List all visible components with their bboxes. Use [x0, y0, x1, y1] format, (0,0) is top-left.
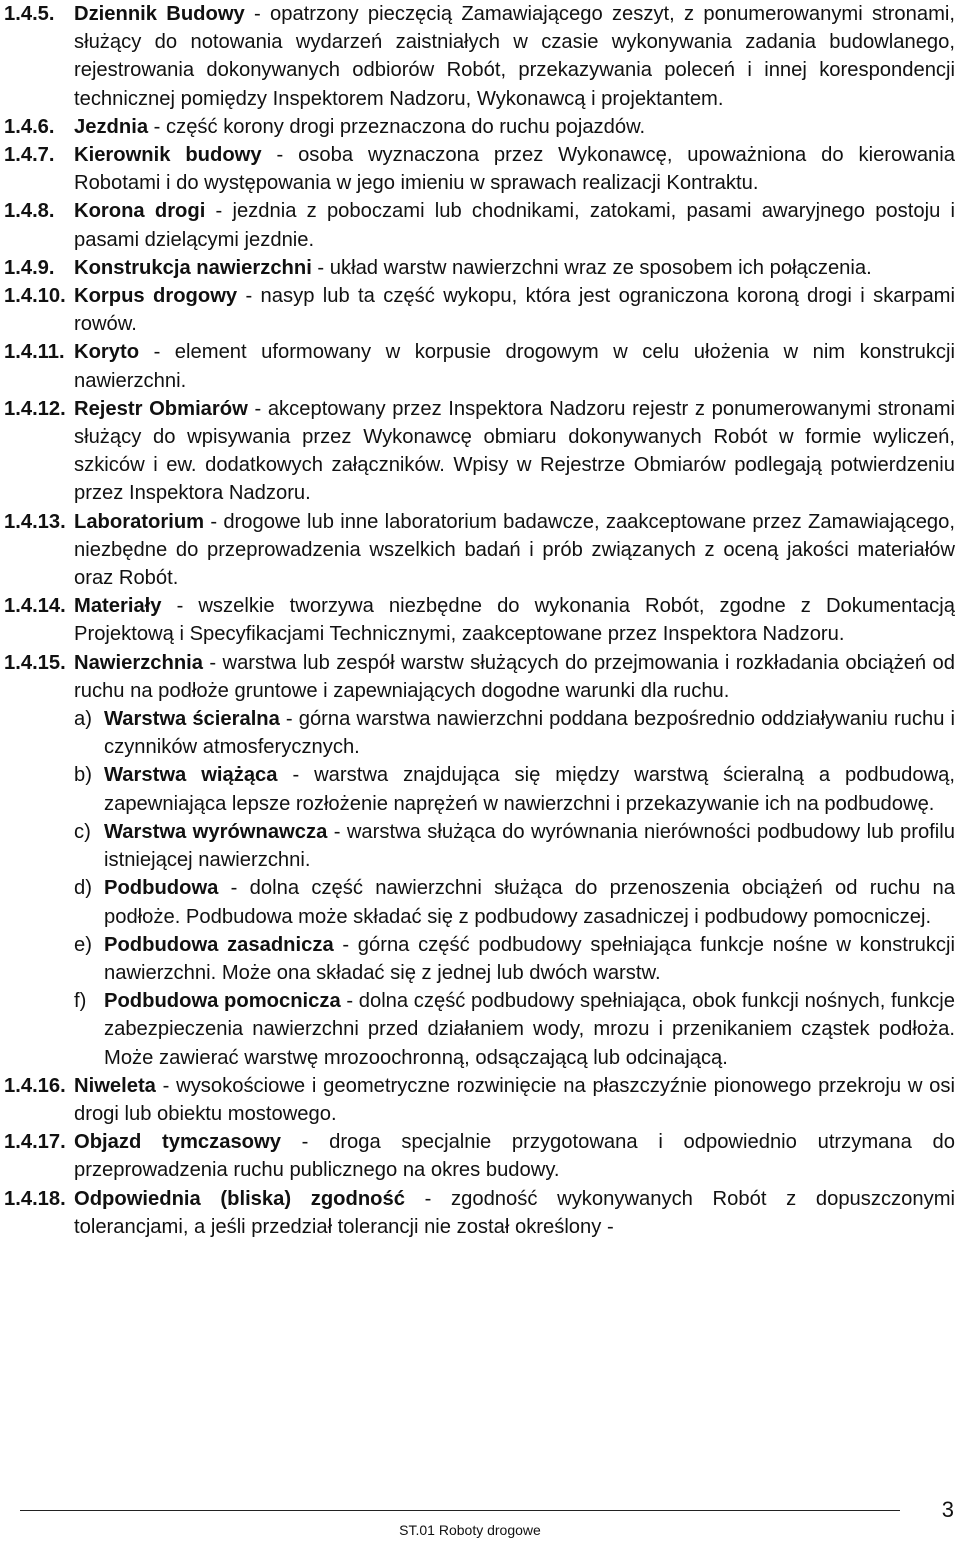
list-text: - górna warstwa nawierzchni poddana bezpośrednio oddziaływaniu ruchu i czynników atmosferycznych. [104, 708, 955, 759]
definition-item [4, 592, 955, 648]
definition-number: 1.4.18. [4, 1187, 66, 1210]
definition-item [4, 1185, 955, 1241]
footer-divider [20, 1510, 900, 1511]
list-text: - warstwa służąca do wyrównania nierówności podbudowy lub profilu istniejącej nawierzchni. [104, 820, 955, 872]
definition-term: Dziennik Budowy [74, 3, 245, 25]
list-marker: e) [74, 933, 92, 956]
definition-text: - akceptowany przez Inspektora Nadzoru rejestr z ponumerowanymi stronami służący do wpisywania przez Wykonawcę obmiaru dokonywanych Robót w formie wyliczeń, szkiców i ew. dodatkowych załączników. Wpisy w Rejestrze Obmiarów podlegają potwierdzeniu przez Inspektora Nadzoru. [74, 397, 955, 505]
definition-text: - osoba wyznaczona przez Wykonawcę, upoważniona do kierowania Robotami i do występowania w jego imieniu w sprawach realizacji Kontraktu. [74, 144, 955, 195]
list-term: Warstwa wiążąca [104, 764, 278, 787]
definition-term: Rejestr Obmiarów [74, 397, 248, 420]
definition-item [4, 1072, 955, 1128]
list-term: Warstwa ścieralna [104, 708, 280, 731]
list-item [74, 818, 955, 874]
definition-item [4, 197, 955, 253]
definition-term: Korona drogi [74, 200, 206, 223]
definition-item [4, 649, 955, 705]
definition-term: Odpowiednia (bliska) zgodność [74, 1187, 405, 1210]
definition-item [4, 508, 955, 593]
definition-term: Laboratorium [74, 510, 205, 533]
list-marker: a) [74, 708, 92, 731]
list-item [74, 931, 955, 987]
definition-number: 1.4.7. [4, 144, 55, 167]
definition-item [4, 141, 955, 197]
pavement-layer-list [74, 705, 955, 1072]
definition-number: 1.4.15. [4, 651, 66, 674]
definition-number: 1.4.5. [4, 3, 55, 25]
definition-text: - droga specjalnie przygotowana i odpowiednio utrzymana do przeprowadzenia ruchu publicznego na okres budowy. [74, 1131, 956, 1182]
definition-number: 1.4.8. [4, 200, 55, 223]
list-text: - dolna część podbudowy spełniająca, obok funkcji nośnych, funkcje zabezpieczenia nawierzchni przed działaniem wody, mrozu i przenikaniem cząstek podłoża. Może zawierać warstwę mrozoochronną, odsączającą lub odcinającą. [104, 990, 955, 1069]
definition-number: 1.4.9. [4, 256, 55, 279]
list-term: Warstwa wyrównawcza [104, 820, 328, 843]
definition-term: Jezdnia [74, 115, 149, 138]
list-marker: f) [74, 990, 87, 1013]
list-term: Podbudowa pomocnicza [104, 990, 341, 1013]
definition-item [4, 282, 955, 338]
list-text: - warstwa znajdująca się między warstwą ścieralną a podbudową, zapewniająca lepsze rozłożenie naprężeń w nawierzchni i przekazywanie ich na podbudowę. [104, 764, 955, 815]
definition-number: 1.4.14. [4, 595, 66, 618]
footer-title: ST.01 Roboty drogowe [399, 1522, 541, 1538]
list-term: Podbudowa [104, 877, 219, 900]
definition-item [4, 338, 955, 394]
list-term: Podbudowa zasadnicza [104, 933, 334, 956]
document-body [4, 0, 955, 1241]
definition-term: Nawierzchnia [74, 651, 204, 674]
definition-term: Koryto [74, 341, 140, 364]
definition-number: 1.4.10. [4, 285, 66, 308]
list-item [74, 987, 955, 1072]
list-text: - dolna część nawierzchni służąca do przenoszenia obciążeń od ruchu na podłoże. Podbudowa może składać się z podbudowy zasadniczej i podbudowy pomocniczej. [104, 877, 955, 928]
list-item [74, 761, 955, 817]
definition-text: - nasyp lub ta część wykopu, która jest ograniczona koroną drogi i skarpami rowów. [74, 285, 955, 336]
definition-text: - warstwa lub zespół warstw służących do przejmowania i rozkładania obciążeń od ruchu na podłoże gruntowe i zapewniających dogodne warunki dla ruchu. [74, 651, 955, 702]
definition-number: 1.4.11. [4, 341, 65, 364]
definition-item [4, 113, 955, 141]
definition-term: Objazd tymczasowy [74, 1131, 281, 1154]
definition-text: - układ warstw nawierzchni wraz ze sposobem ich połączenia. [311, 256, 872, 279]
definition-number: 1.4.17. [4, 1131, 66, 1154]
definition-text: - element uformowany w korpusie drogowym w celu ułożenia w nim konstrukcji nawierzchni. [74, 341, 955, 392]
definition-number: 1.4.12. [4, 397, 66, 420]
definition-term: Niweleta [74, 1074, 156, 1097]
definition-item [4, 254, 955, 282]
definition-text: - zgodność wykonywanych Robót z dopuszczonymi tolerancjami, a jeśli przedział tolerancji nie został określony - [74, 1187, 955, 1238]
definition-text: - jezdnia z poboczami lub chodnikami, zatokami, pasami awaryjnego postoju i pasami dzielącymi jezdnie. [74, 200, 955, 251]
definition-item [4, 1128, 955, 1184]
list-item [74, 874, 955, 930]
definition-text: - opatrzony pieczęcią Zamawiającego zeszyt, z ponumerowanymi stronami, służący do notowania wydarzeń zaistniałych w czasie wykonywania zadania budowlanego, rejestrowania dokonywanych odbiorów Robót, przekazywania poleceń i innej korespondencji technicznej pomiędzy Inspektorem Nadzoru, Wykonawcą i projektantem. [74, 3, 955, 110]
definition-text: - wysokościowe i geometryczne rozwinięcie na płaszczyźnie pionowego przekroju w osi drogi lub obiektu mostowego. [74, 1074, 955, 1125]
definition-text: - część korony drogi przeznaczona do ruchu pojazdów. [148, 115, 646, 138]
list-marker: d) [74, 877, 92, 900]
definition-text: - drogowe lub inne laboratorium badawcze, zaakceptowane przez Zamawiającego, niezbędne do przeprowadzenia wszelkich badań i prób związanych z oceną jakości materiałów oraz Robót. [74, 510, 955, 590]
page-number: 3 [941, 1497, 954, 1522]
list-item [74, 705, 955, 761]
definition-term: Korpus drogowy [74, 285, 238, 308]
definition-term: Kierownik budowy [74, 144, 262, 167]
definition-number: 1.4.13. [4, 510, 66, 533]
definition-number: 1.4.6. [4, 115, 55, 138]
list-text: - górna część podbudowy spełniająca funkcje nośne w konstrukcji nawierzchni. Może ona składać się z jednej lub dwóch warstw. [104, 933, 955, 984]
definition-term: Materiały [74, 595, 162, 618]
definition-item [4, 0, 955, 113]
definition-item [4, 395, 955, 508]
definition-term: Konstrukcja nawierzchni [74, 256, 312, 279]
definition-text: - wszelkie tworzywa niezbędne do wykonania Robót, zgodne z Dokumentacją Projektową i Specyfikacjami Technicznymi, zaakceptowane przez Inspektora Nadzoru. [74, 595, 955, 646]
list-marker: c) [74, 820, 91, 843]
list-marker: b) [74, 764, 92, 787]
definition-number: 1.4.16. [4, 1074, 66, 1097]
